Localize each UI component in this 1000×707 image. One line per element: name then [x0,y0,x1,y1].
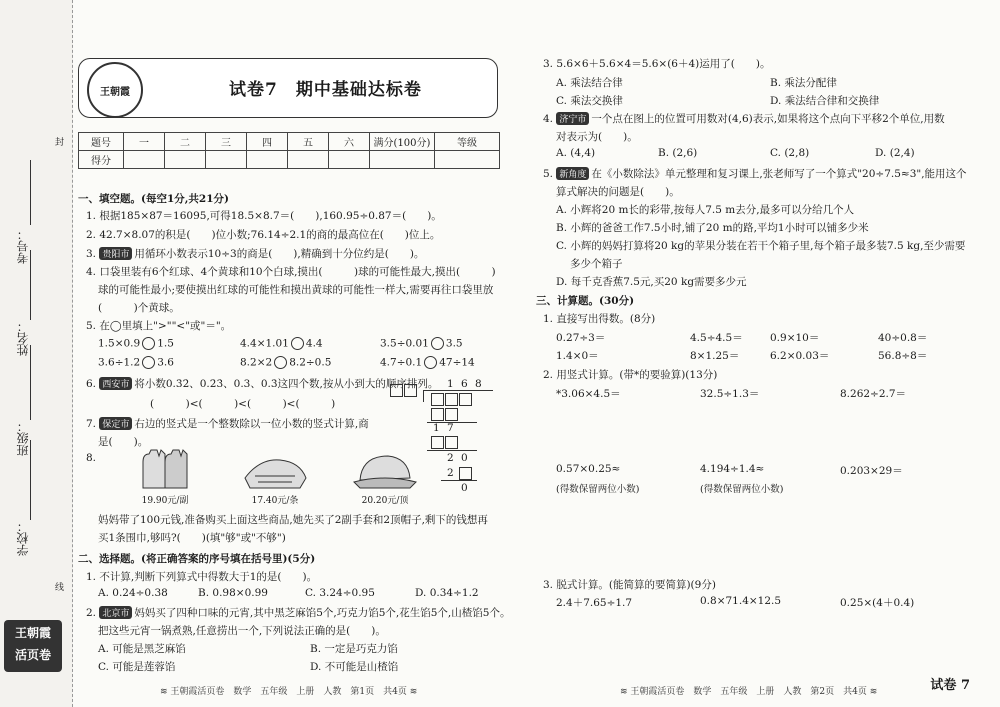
question-8-line-2: 买1条围巾,够吗?( )(填"够"或"不够") [98,532,286,544]
expr: 3.6÷1.2 [98,356,141,369]
r-q3-option-a[interactable]: A. 乘法结合律 [556,77,623,89]
calc-2-note: (得数保留两位小数) [556,484,640,495]
calc-3-item: 0.8×71.4×12.5 [700,595,782,607]
expr: 4.4×1.01 [240,337,289,350]
q5-row-2-item-2 [240,356,331,369]
digit-box[interactable] [431,408,444,421]
score-cell: 题号 [79,133,124,151]
digit-box[interactable] [445,436,458,449]
seal-char-2: 线 [55,583,65,593]
seal-char-1: 封 [55,138,65,148]
compare-circle[interactable] [274,356,287,369]
r-question-3: 3. 5.6×6＋5.6×4＝5.6×(6＋4)运用了( )。 [543,58,771,70]
score-cell: 五 [288,133,329,151]
exam-number-label: 考号： [16,228,30,264]
scarf-icon [240,448,310,490]
expr: 4.7÷0.1 [380,356,423,369]
item-price: 20.20元/顶 [361,496,409,506]
region-tag: 保定市 [99,417,132,430]
score-input[interactable] [329,151,370,169]
region-tag: 西安市 [99,377,132,390]
calc-2-item: 4.194÷1.4≈ [700,463,765,475]
choice-1-option-c[interactable]: C. 3.24÷0.95 [305,587,375,599]
item-cap [345,448,425,506]
choice-2-option-b[interactable]: B. 一定是巧克力馅 [310,643,398,655]
calc-1-item: 0.9×10＝ [770,332,820,344]
calc-3-item: 0.25×(4＋0.4) [840,597,915,609]
digit-box[interactable] [445,408,458,421]
remainder-digit: 0 [461,482,468,494]
calc-2-note: (得数保留两位小数) [700,484,784,495]
exam-title: 试卷7 期中基础达标卷 [229,80,422,100]
r-q5-option-a[interactable]: A. 小辉将20 m长的彩带,按每人7.5 m去分,最多可以分给几个人 [556,204,855,216]
calc-2-item: *3.06×4.5＝ [556,388,621,400]
expr: 4.4 [305,337,323,350]
item-price: 17.40元/条 [251,496,299,506]
quotient-digit: 1 [447,378,454,390]
score-input[interactable] [124,151,165,169]
choice-2-option-d[interactable]: D. 不可能是山楂馅 [310,661,399,673]
score-table-score-row [79,151,500,169]
expr: 1.5×0.9 [98,337,141,350]
compare-circle[interactable] [291,337,304,350]
question-6-text: 将小数0.3̇2̇、0.2̇3̇、0.3、0.3̇这四个数,按从小到大的顺序排列。 [134,378,439,390]
digit-box[interactable] [404,384,417,397]
expr: 3.6 [157,356,174,369]
question-8: 8. [86,452,97,464]
r-q3-option-c[interactable]: C. 乘法交换律 [556,95,623,107]
score-input[interactable] [206,151,247,169]
question-2: 2. 42.7×8.07的积是( )位小数;76.14÷2.1的商的最高位在( )位上。 [86,229,441,241]
expr: 1.5 [157,337,174,350]
q5-row-1-item-2 [240,337,323,350]
calc-1-item: 8×1.25＝ [690,350,740,362]
question-7-text: 右边的竖式是一个整数除以一位小数的竖式计算,商 [134,418,369,430]
exam-header [78,58,498,118]
digit-box[interactable] [445,393,458,406]
section-2-title: 二、选择题。(将正确答案的序号填在括号里)(5分) [78,553,316,565]
expr: 8.2÷0.5 [289,356,332,369]
digit-box[interactable] [459,393,472,406]
compare-circle[interactable] [142,356,155,369]
cap-icon [350,448,420,490]
question-4-line-2: 球的可能性最小;要使摸出红球的可能性和摸出黄球的可能性一样大,需要再往口袋里放 [98,284,494,296]
compare-circle[interactable] [142,337,155,350]
calc-2-item: 0.57×0.25≈ [556,463,621,475]
calc-1-item: 4.5÷4.5＝ [690,332,743,344]
q5-row-2-item-3 [380,356,475,369]
region-tag: 贵阳市 [99,247,132,260]
compare-circle[interactable] [424,356,437,369]
question-3-text: 用循环小数表示10÷3的商是( ),精确到十分位约是( )。 [134,248,425,260]
section-3-title: 三、计算题。(30分) [536,295,635,307]
gloves-icon [135,448,195,490]
digit-box[interactable] [390,384,403,397]
question-3: 3. 贵阳市 用循环小数表示10÷3的商是( ),精确到十分位约是( )。 [86,248,425,260]
logo-text: 王朝霞 [100,86,130,98]
calc-3-item: 2.4＋7.65÷1.7 [556,597,633,609]
remainder-digit: 0 [461,452,468,464]
choice-1: 1. 不计算,判断下列算式中得数大于1的是( )。 [86,571,318,583]
calc-1-item: 6.2×0.03＝ [770,350,830,362]
choice-1-option-a[interactable]: A. 0.24÷0.38 [98,587,168,599]
choice-2-option-a[interactable]: A. 可能是黑芝麻馅 [98,643,186,655]
compare-circle[interactable] [431,337,444,350]
expr: 47÷14 [439,356,475,369]
brand-line-1: 王朝霞 [14,626,51,640]
remainder-digit: 1 [433,422,440,434]
score-table-header-row [79,133,500,151]
calc-1-title: 1. 直接写出得数。(8分) [543,313,656,325]
digit-box[interactable] [431,393,444,406]
calc-2-item: 32.5÷1.3＝ [700,388,760,400]
choice-2-text: 妈妈买了四种口味的元宵,其中黑芝麻馅5个,巧克力馅5个,花生馅5个,山楂馅5个。 [134,607,511,619]
score-input[interactable] [288,151,329,169]
choice-2-line-2: 把这些元宵一锅煮熟,任意捞出一个,下列说法正确的是( )。 [98,625,386,637]
logo-emblem [87,62,143,118]
score-input[interactable] [370,151,435,169]
r-question-4-text: 一个点在图上的位置可用数对(4,6)表示,如果将这个点向下平移2个单位,用数 [591,113,945,125]
r-q3-option-d[interactable]: D. 乘法结合律和交换律 [770,95,880,107]
expr: 3.5 [445,337,463,350]
r-q5-option-d[interactable]: D. 每千克香蕉7.5元,买20 kg需要多少元 [556,276,747,288]
binding-strip [0,0,73,707]
q5-row-1-item-3 [380,337,463,350]
left-footer: ≋ 王朝霞活页卷 数学 五年级 上册 人教 第1页 共4页 ≋ [160,687,418,697]
division-bracket [423,390,493,391]
calc-1-item: 40÷0.8＝ [878,332,928,344]
question-6: 6. 西安市 将小数0.3̇2̇、0.2̇3̇、0.3、0.3̇这四个数,按从小到大的顺序排列。 [86,378,439,390]
r-q3-option-b[interactable]: B. 乘法分配律 [770,77,837,89]
right-footer: ≋ 王朝霞活页卷 数学 五年级 上册 人教 第2页 共4页 ≋ [620,687,878,697]
page-badge: 试卷 7 [930,678,970,693]
division-rule [427,450,477,451]
quotient-digit: 8 [475,378,482,390]
calc-2-title: 2. 用竖式计算。(带*的要验算)(13分) [543,369,718,381]
r-question-5: 5. 新角度 在《小数除法》单元整理和复习课上,张老师写了一个算式"20÷7.5≈3",能用这个 [543,168,967,180]
digit-box[interactable] [459,467,472,480]
region-tag: 北京市 [99,606,132,619]
score-cell: 二 [165,133,206,151]
exam-number-line [30,160,31,225]
calc-2-item: 0.203×29＝ [840,465,903,477]
score-cell: 满分(100分) [370,133,435,151]
r-q5-option-c-cont: 多少个箱子 [570,258,623,270]
division-bracket-side [423,390,424,402]
r-q4-option-c[interactable]: C. (2,8) [770,147,810,159]
question-6-answer: ( )<( )<( )<( ) [150,398,336,410]
class-label: 班级： [16,420,30,456]
score-cell: 三 [206,133,247,151]
r-question-4-line-2: 对表示为( )。 [556,131,638,143]
score-cell: 六 [329,133,370,151]
question-4-line-1: 4. 口袋里装有6个红球、4个黄球和10个白球,摸出( )球的可能性最大,摸出( ) [86,266,496,278]
item-gloves [125,448,205,506]
expr: 3.5÷0.01 [380,337,429,350]
r-question-5-text: 在《小数除法》单元整理和复习课上,张老师写了一个算式"20÷7.5≈3",能用这个 [591,168,967,180]
remainder-digit: 7 [447,422,454,434]
r-q4-option-d[interactable]: D. (2,4) [875,147,915,159]
item-price: 19.90元/副 [141,496,189,506]
r-question-5-line-2: 算式解决的问题是( )。 [556,186,680,198]
section-1-title: 一、填空题。(每空1分,共21分) [78,193,230,205]
choice-2: 2. 北京市 妈妈买了四种口味的元宵,其中黑芝麻馅5个,巧克力馅5个,花生馅5个,山楂馅5个。 [86,607,511,619]
calc-3-title: 3. 脱式计算。(能简算的要简算)(9分) [543,579,716,591]
question-1: 1. 根据185×87＝16095,可得18.5×8.7＝( ),160.95÷0.87＝( )。 [86,210,442,222]
score-input[interactable] [165,151,206,169]
remainder-digit: 2 [447,467,454,479]
expr: 8.2×2 [240,356,273,369]
score-input[interactable] [435,151,500,169]
brand-line-2: 活页卷 [14,648,51,662]
remainder-digit: 2 [447,452,454,464]
region-tag: 新角度 [556,167,589,180]
name-label: 姓名： [16,320,30,356]
brand-logo [4,620,62,672]
digit-box[interactable] [431,436,444,449]
q5-row-2-item-1 [98,356,174,369]
r-q4-option-b[interactable]: B. (2,6) [658,147,698,159]
calc-2-item: 8.262÷2.7＝ [840,388,907,400]
score-input[interactable] [247,151,288,169]
quotient-digit: 6 [461,378,468,390]
score-table [78,132,500,169]
calc-1-item: 56.8÷8＝ [878,350,928,362]
item-scarf [235,448,315,506]
score-cell: 四 [247,133,288,151]
question-7-line-2: 是( )。 [98,436,149,448]
r-q5-option-c[interactable]: C. 小辉的妈妈打算将20 kg的苹果分装在若干个箱子里,每个箱子最多装7.5 kg,至少需要 [556,240,966,252]
question-4-line-3: ( )个黄球。 [98,302,180,314]
school-label: 学校： [16,520,30,556]
q5-row-1-item-1 [98,337,174,350]
region-tag: 济宁市 [556,112,589,125]
score-cell: 得分 [79,151,124,169]
choice-1-option-b[interactable]: B. 0.98×0.99 [198,587,268,599]
question-5: 5. 在◯里填上">""<"或"＝"。 [86,320,232,332]
class-line [30,345,31,420]
r-question-4: 4. 济宁市 一个点在图上的位置可用数对(4,6)表示,如果将这个点向下平移2个单位,用数 [543,113,945,125]
calc-1-item: 0.27÷3＝ [556,332,606,344]
r-q4-option-a[interactable]: A. (4,4) [556,147,596,159]
choice-2-option-c[interactable]: C. 可能是莲蓉馅 [98,661,176,673]
score-cell: 等级 [435,133,500,151]
question-8-line-1: 妈妈带了100元钱,准备购买上面这些商品,她先买了2副手套和2顶帽子,剩下的钱想再 [98,514,488,526]
calc-1-item: 1.4×0＝ [556,350,599,362]
division-rule [441,480,477,481]
choice-1-option-d[interactable]: D. 0.34÷1.2 [415,587,479,599]
r-q5-option-b[interactable]: B. 小辉的爸爸工作7.5小时,铺了20 m的路,平均1小时可以铺多少米 [556,222,869,234]
question-7: 7. 保定市 右边的竖式是一个整数除以一位小数的竖式计算,商 [86,418,369,430]
score-cell: 一 [124,133,165,151]
